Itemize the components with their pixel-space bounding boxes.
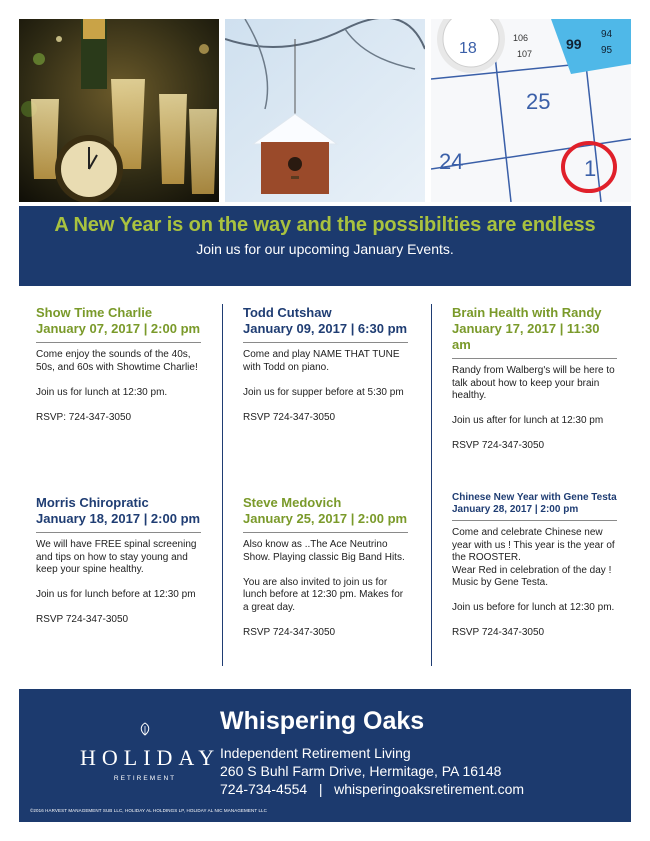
event-description — [243, 349, 408, 424]
event-paragraph: Join us before for lunch at 12:30 pm. — [452, 602, 615, 613]
event-rsvp: RSVP 724-347-3050 — [243, 626, 336, 638]
event-date: January 17, 2017 | 11:30 am — [452, 321, 600, 352]
snowy-birdhouse-photo — [225, 19, 425, 202]
event-paragraph: You are also invited to join us for lunch before at 12:30 pm. Makes for a great day. — [243, 576, 404, 613]
event-paragraph: Join us after for lunch at 12:30 pm — [452, 415, 604, 426]
event-card — [452, 305, 617, 465]
event-rsvp: RSVP: 724-347-3050 — [36, 411, 132, 423]
address: 260 S Buhl Farm Drive, Hermitage, PA 16148 — [220, 763, 502, 779]
event-rsvp: RSVP 724-347-3050 — [452, 627, 545, 638]
event-paragraph: Join us for supper before at 5:30 pm — [243, 386, 404, 398]
event-title: Brain Health with Randy — [452, 305, 602, 320]
calendar-number-95: 95 — [601, 45, 613, 56]
event-title: Chinese New Year with Gene Testa — [452, 492, 617, 503]
event-paragraph: Come enjoy the sounds of the 40s, 50s, and 60s with Showtime Charlie! — [36, 349, 198, 373]
calendar-number-107: 107 — [517, 49, 533, 59]
event-title: Morris Chiropratic — [36, 495, 149, 510]
event-rule — [452, 520, 617, 521]
headline: A New Year is on the way and the possibilties are endless — [54, 214, 596, 236]
event-rule — [243, 532, 408, 533]
calendar-number-94: 94 — [601, 29, 613, 40]
event-rule — [36, 342, 201, 343]
event-description — [452, 527, 617, 640]
event-date: January 18, 2017 | 2:00 pm — [36, 511, 201, 526]
community-name: Whispering Oaks — [220, 707, 425, 735]
contact-line: 724-734-4554 | whisperingoaksretirement.com — [220, 781, 525, 797]
event-rule — [452, 358, 617, 359]
event-paragraph: We will have FREE spinal screening and tips on how to stay young and keep your spine healthy. — [36, 539, 197, 575]
event-rsvp: RSVP 724-347-3050 — [452, 440, 545, 451]
logo-subtitle: RETIREMENT — [113, 775, 177, 782]
holiday-retirement-logo — [80, 722, 221, 782]
tagline: Independent Retirement Living — [220, 745, 411, 761]
column-divider-1 — [222, 304, 223, 666]
leaf-icon — [137, 722, 153, 736]
event-paragraph: Join us for lunch at 12:30 pm. — [36, 386, 168, 398]
event-paragraph: Randy from Walberg's will be here to talk about how to keep your brain healthy. — [452, 365, 615, 401]
event-description — [452, 365, 617, 453]
calendar-number-24: 24 — [439, 149, 464, 174]
event-title: Steve Medovich — [243, 495, 342, 510]
event-rule — [36, 532, 201, 533]
column-divider-2 — [431, 304, 432, 666]
footer — [19, 689, 631, 822]
calendar-number-18: 18 — [459, 40, 477, 57]
event-rule — [243, 342, 408, 343]
event-paragraph: Come and celebrate Chinese new year with us ! This year is the year of the ROOSTER. Wear Red in celebration of the day ! Music by Gene Testa. — [452, 527, 615, 588]
calendar-tape-photo — [431, 19, 631, 202]
event-date: January 09, 2017 | 6:30 pm — [243, 321, 408, 336]
event-description — [36, 539, 201, 627]
calendar-number-25: 25 — [526, 89, 551, 114]
headline-banner — [19, 206, 631, 286]
event-card — [243, 495, 408, 652]
copyright: ©2016 HARVEST MANAGEMENT SUB LLC, HOLIDAY AL HOLDINGS LP, HOLIDAY AL NIC MANAGEMENT LLC — [30, 808, 268, 813]
headline-subtitle: Join us for our upcoming January Events. — [196, 241, 454, 257]
event-card — [36, 305, 201, 437]
calendar-number-1: 1 — [584, 156, 597, 181]
event-date: January 28, 2017 | 2:00 pm — [452, 504, 579, 515]
event-card — [452, 492, 617, 652]
event-title: Todd Cutshaw — [243, 305, 332, 320]
logo-wordmark: HOLIDAY — [80, 745, 221, 770]
event-paragraph: Join us for lunch before at 12:30 pm — [36, 589, 196, 600]
event-date: January 25, 2017 | 2:00 pm — [243, 511, 408, 526]
event-rsvp: RSVP 724-347-3050 — [243, 411, 336, 423]
event-description — [36, 349, 201, 424]
event-description — [243, 539, 408, 639]
event-rsvp: RSVP 724-347-3050 — [36, 614, 129, 625]
event-title: Show Time Charlie — [36, 305, 153, 320]
event-card — [243, 305, 408, 437]
champagne-clock-photo — [19, 19, 219, 202]
event-card — [36, 495, 201, 639]
calendar-number-106: 106 — [513, 33, 529, 43]
event-paragraph: Come and play NAME THAT TUNE with Todd on piano. — [243, 349, 400, 373]
calendar-number-99: 99 — [566, 36, 582, 52]
event-date: January 07, 2017 | 2:00 pm — [36, 321, 201, 336]
event-paragraph: Also know as ..The Ace Neutrino Show. Playing classic Big Band Hits. — [243, 539, 405, 563]
